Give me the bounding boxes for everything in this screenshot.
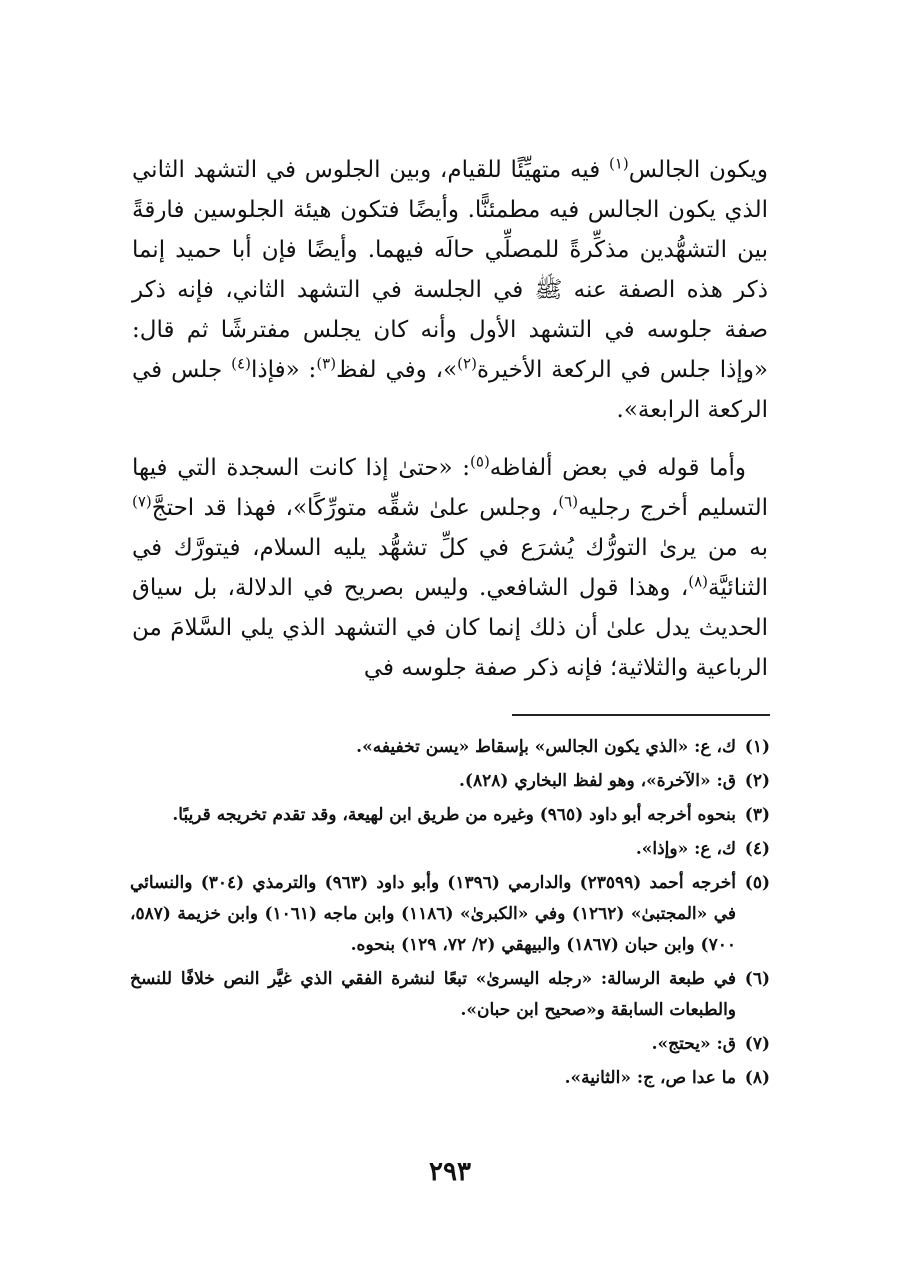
- text-run: فيه متهيِّئًا للقيام، وبين الجلوس في التشهد الثاني الذي يكون الجالس فيه مطمئنًّا. وأيضًا فتكون هيئة الجلوسين فارقةً بين التشهُّدين مذكِّرةً للمصلِّي حالَه فيهما. وأيضًا فإن أبا حميد إنما ذكر هذه الصفة عنه ﷺ في الجلسة في التشهد الثاني، فإنه ذكر صفة جلوسه في التشهد الأول وأنه كان يجلس مفترشًا ثم قال: «وإذا جلس في الركعة الأخيرة: [132, 157, 768, 383]
- footnote: [130, 834, 770, 865]
- text-run: به من يرىٰ التورُّك يُشرَع في كلِّ تشهُّد يليه السلام، فيتورَّك في الثنائيَّة: [132, 535, 768, 601]
- text-run: : «فإذا: [250, 357, 317, 383]
- footnote-reference-4: (٤): [231, 354, 251, 373]
- main-text: [132, 150, 768, 688]
- footnote-reference-2: (٢): [457, 354, 477, 373]
- footnote-reference-3: (٣): [316, 354, 337, 373]
- footnote-number: (٣): [744, 805, 770, 825]
- footnote-text: ك، ع: «الذي يكون الجالس» بإسقاط «يسن تخفيفه».: [356, 737, 736, 757]
- paragraph-1: [132, 150, 768, 430]
- footnote-reference-8: (٨): [688, 572, 709, 591]
- footnote-reference-6: (٦): [558, 492, 579, 511]
- footnote-text: في طبعة الرسالة: «رجله اليسرىٰ» تبعًا لنشرة الفقي الذي غيَّر النص خلافًا للنسخ والطبعات السابقة و«صحيح ابن حبان».: [130, 969, 736, 1020]
- text-run: »، وفي لفظ: [336, 357, 458, 383]
- footnote-text: ق: «يحتج».: [651, 1034, 736, 1054]
- text-run: ، وجلس علىٰ شقِّه متورِّكًا»، فهذا قد احتجَّ: [151, 495, 559, 521]
- footnote-number: (٨): [744, 1068, 770, 1088]
- footnote: [130, 732, 770, 763]
- text-run: جلس في الركعة الرابعة».: [132, 357, 768, 423]
- footnotes: [130, 732, 770, 1097]
- footnote: [130, 964, 770, 1026]
- text-run: وأما قوله في بعض ألفاظه: [489, 455, 746, 481]
- footnote-number: (٢): [744, 771, 770, 791]
- footnote-reference-7: (٧): [132, 492, 152, 511]
- footnote: [130, 766, 770, 797]
- text-run: ، وهذا قول الشافعي. وليس بصريح في الدلالة، بل سياق الحديث يدل علىٰ أن ذلك إنما كان في التشهد الذي يلي السَّلامَ من الرباعية والثلاثية؛ فإنه ذكر صفة جلوسه في: [132, 575, 768, 681]
- footnote-number: (١): [744, 737, 770, 757]
- footnote-reference-5: (٥): [470, 452, 490, 471]
- footnote-text: ك، ع: «وإذا».: [635, 839, 736, 859]
- footnote-text: أخرجه أحمد (٢٣٥٩٩) والدارمي (١٣٩٦) وأبو داود (٩٦٣) والترمذي (٣٠٤) والنسائي في «المجتبىٰ» (١٢٦٢) وفي «الكبرىٰ» (١١٨٦) وابن ماجه (١٠٦١) وابن خزيمة (٥٨٧، ٧٠٠) وابن حبان (١٨٦٧) والبيهقي (٢/ ٧٢، ١٢٩) بنحوه.: [130, 873, 736, 955]
- page-number: ٢٩٣: [429, 1157, 471, 1187]
- footnote: [130, 1029, 770, 1060]
- footnote: [130, 800, 770, 831]
- footnote: [130, 1063, 770, 1094]
- footnote-number: (٥): [744, 873, 770, 893]
- footnote-separator: [512, 714, 770, 716]
- text-run: : «حتىٰ إذا كانت السجدة التي فيها التسليم أخرج رجليه: [132, 455, 768, 521]
- footnote-reference-1: (١): [608, 154, 629, 173]
- footnote: [130, 868, 770, 961]
- footnote-number: (٦): [744, 969, 770, 989]
- footnote-text: بنحوه أخرجه أبو داود (٩٦٥) وغيره من طريق ابن لهيعة، وقد تقدم تخريجه قريبًا.: [172, 805, 736, 825]
- footnote-number: (٧): [744, 1034, 770, 1054]
- footnote-text: ما عدا ص، ج: «الثانية».: [564, 1068, 736, 1088]
- text-run: ويكون الجالس: [628, 157, 768, 183]
- footnote-text: ق: «الآخرة»، وهو لفظ البخاري (٨٢٨).: [458, 771, 736, 791]
- footnote-number: (٤): [744, 839, 770, 859]
- paragraph-2: [132, 448, 768, 688]
